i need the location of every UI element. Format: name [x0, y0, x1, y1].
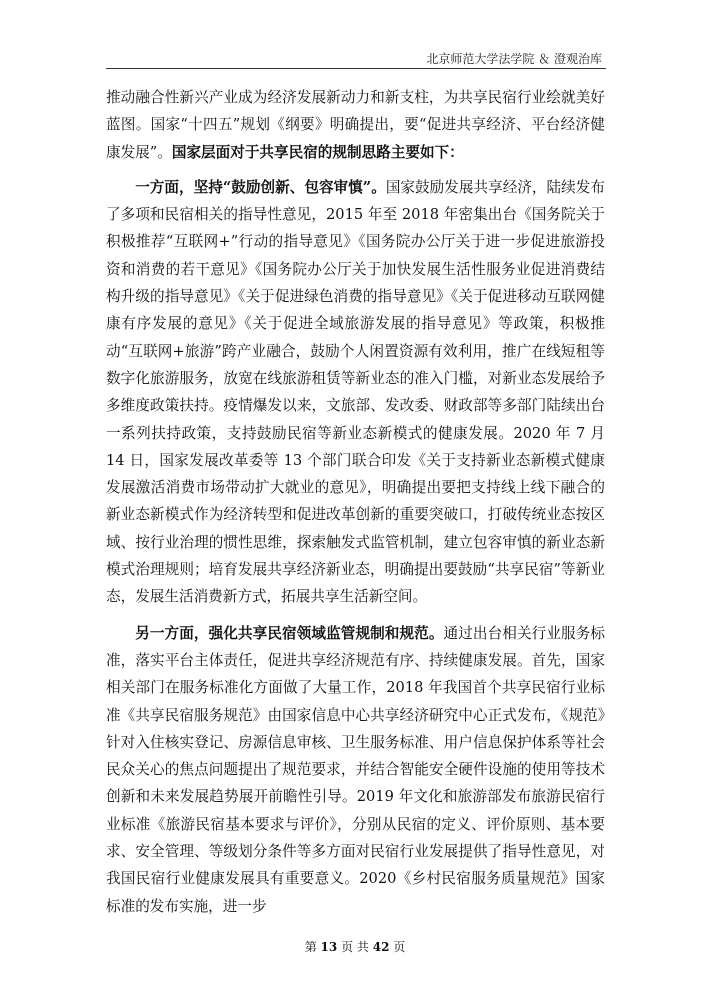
- page-header: 北京师范大学法学院 ＆ 澄观治库: [426, 52, 602, 66]
- paragraph-3: [106, 620, 605, 920]
- paragraph-1-bold-tail: 国家层面对于共享民宿的规制思路主要如下：: [171, 143, 464, 161]
- paragraph-3-text: 通过出台相关行业服务标准，落实平台主体责任，促进共享经济规范有序、持续健康发展。首先，国家相关部门在服务标准化方面做了大量工作，2018 年我国首个共享民宿行业标准《共享民宿服务规范》由国家信息中心共享经济研究中心正式发布，《规范》针对入住核实登记、房源信息审核、卫生服务标准、用户信息保护体系等社会民众关心的焦点问题提出了规范要求，并结合智能安全硬件设施的使用等技术创新和未来发展趋势展开前瞻性引导。2019 年文化和旅游部发布旅游民宿行业标准《旅游民宿基本要求与评价》，分别从民宿的定义、评价原则、基本要求、安全管理、等级划分条件等多方面对民宿行业发展提供了指导性意见，对我国民宿行业健康发展具有重要意义。2020《乡村民宿服务质量规范》国家标准的发布实施，进一步: [106, 624, 605, 915]
- paragraph-1: [106, 84, 605, 166]
- page-footer: [0, 938, 710, 955]
- paragraph-3-lead: 另一方面，强化共享民宿领域监管规制和规范。: [135, 624, 444, 642]
- paragraph-2: [106, 174, 605, 611]
- paragraph-2-text: 国家鼓励发展共享经济，陆续发布了多项和民宿相关的指导性意见，2015 年至 2018 年密集出台《国务院关于积极推荐“互联网+”行动的指导意见》《国务院办公厅关于进一步促进旅游投资和消费的若干意见》《国务院办公厅关于加快发展生活性服务业促进消费结构升级的指导意见》《关于促进绿色消费的指导意见》《关于促进移动互联网健康有序发展的意见》《关于促进全域旅游发展的指导意见》等政策，积极推动“互联网+旅游”跨产业融合，鼓励个人闲置资源有效利用，推广在线短租等数字化旅游服务，放宽在线旅游租赁等新业态的准入门槛，对新业态发展给予多维度政策扶持。疫情爆发以来，文旅部、发改委、财政部等多部门陆续出台一系列扶持政策，支持鼓励民宿等新业态新模式的健康发展。2020 年 7 月 14 日，国家发展改革委等 13 个部门联合印发《关于支持新业态新模式健康发展激活消费市场带动扩大就业的意见》，明确提出要把支持线上线下融合的新业态新模式作为经济转型和促进改革创新的重要突破口，打破传统业态按区域、按行业治理的惯性思维，探索触发式监管机制，建立包容审慎的新业态新模式治理规则；培育发展共享经济新业态，明确提出要鼓励“共享民宿”等新业态，发展生活消费新方式，拓展共享生活新空间。: [106, 178, 605, 606]
- footer-suffix: 页: [393, 940, 406, 954]
- footer-total-pages: 42: [372, 940, 390, 954]
- paragraph-2-lead: 一方面，坚持“鼓励创新、包容审慎”。: [135, 178, 386, 196]
- header-rule: [106, 68, 606, 69]
- footer-prefix: 第: [304, 940, 317, 954]
- document-body: [106, 84, 605, 920]
- footer-middle: 页 共: [341, 940, 369, 954]
- footer-page-number: 13: [320, 940, 338, 954]
- paragraph-1-text: 推动融合性新兴产业成为经济发展新动力和新支柱，为共享民宿行业绘就美好蓝图。国家“十四五”规划《纲要》明确提出，要“促进共享经济、平台经济健康发展”。: [106, 89, 605, 161]
